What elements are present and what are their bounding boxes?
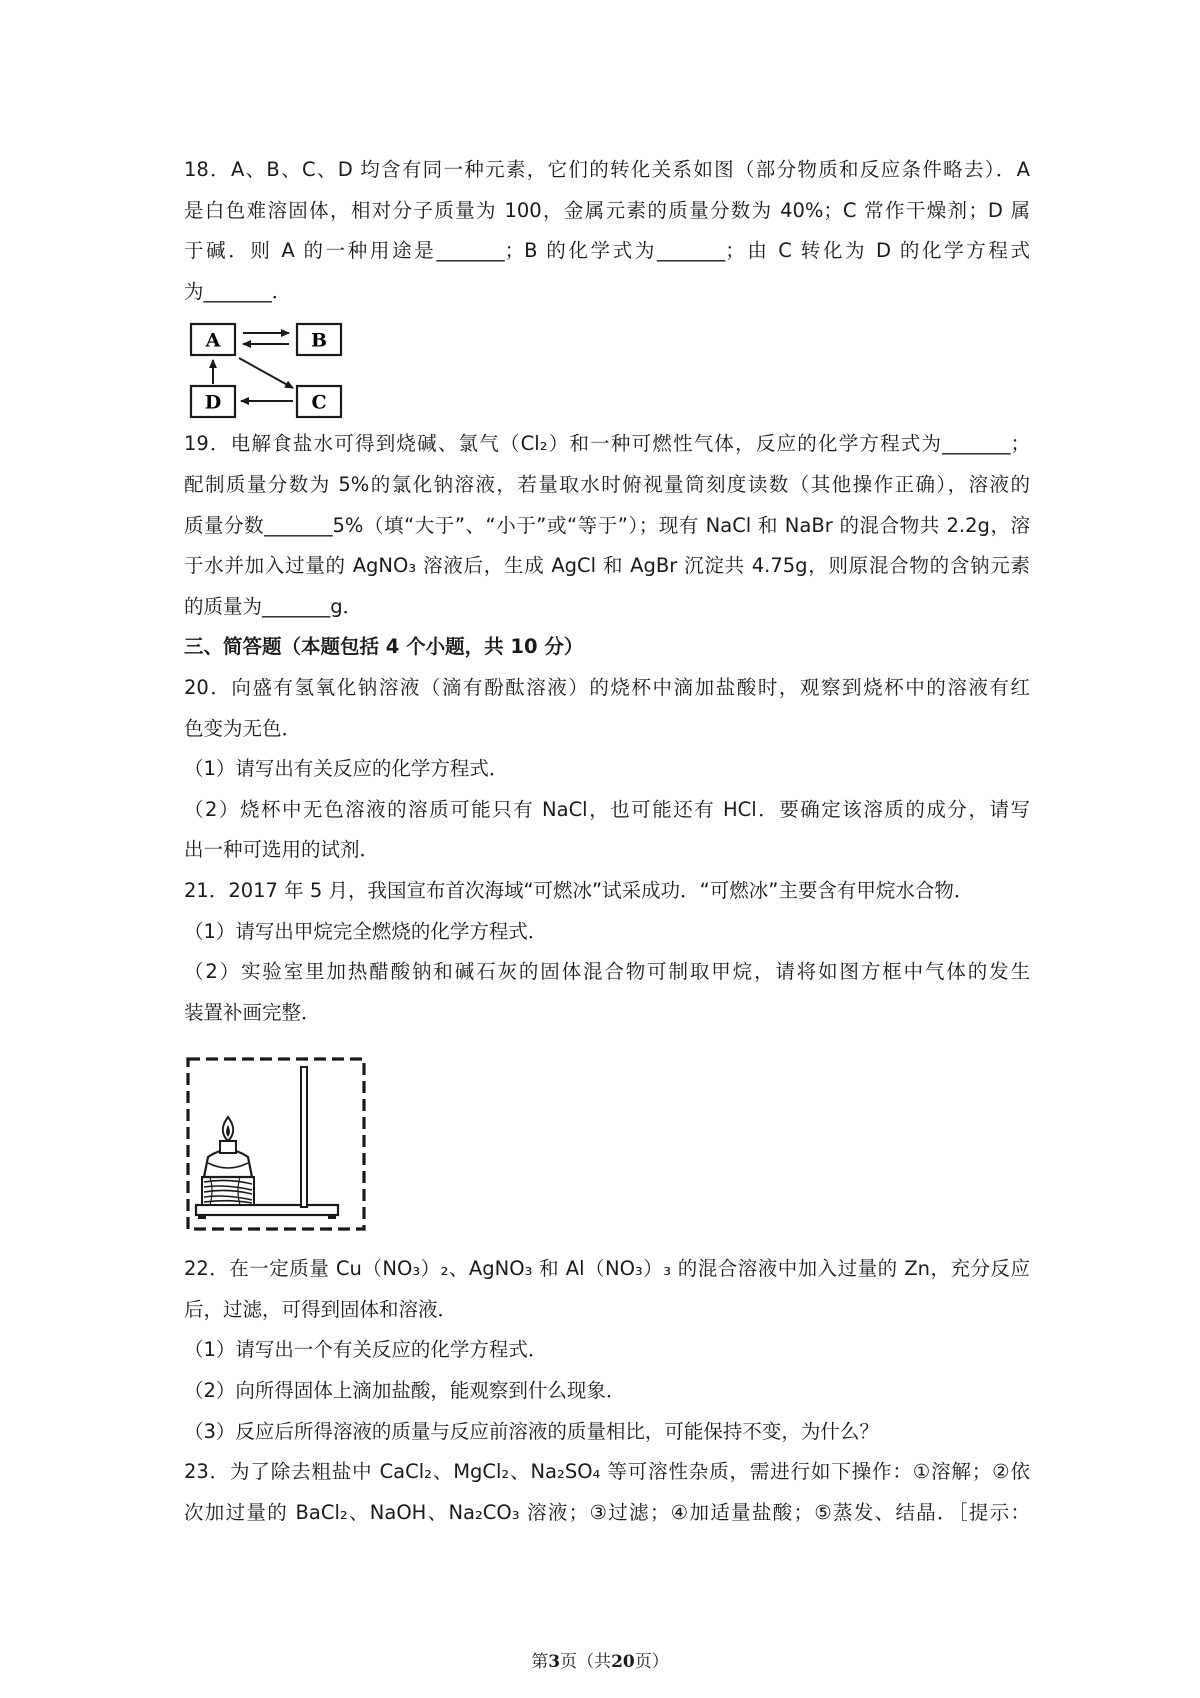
q19-line: 质量分数_______5%（填“大于”、“小于”或“等于”）；现有 NaCl 和 NaBr 的混合物共 2.2g，溶: [184, 513, 1030, 537]
question-19: [184, 424, 1030, 627]
diagram-box-d: [191, 386, 235, 417]
footer-suffix: 页）: [634, 1652, 669, 1672]
q18-line: 是白色难溶固体，相对分子质量为 100，金属元素的质量分数为 40%；C 常作干燥剂；D 属: [184, 198, 1030, 222]
diagram-label-b: B: [310, 329, 328, 352]
arrow-a-to-c: [239, 358, 293, 388]
q18-line: 为_______．: [184, 279, 292, 303]
diagram-box-c: [297, 386, 341, 417]
q20-line: 色变为无色．: [184, 716, 302, 740]
question-22: [184, 1249, 1030, 1452]
q18-line: 于碱．则 A 的一种用途是_______；B 的化学式为_______；由 C 转化为 D 的化学方程式: [184, 239, 1030, 263]
q23-line: 次加过量的 BaCl₂、NaOH、Na₂CO₃ 溶液；③过滤；④加适量盐酸；⑤蒸发、结晶．［提示：: [184, 1500, 1030, 1524]
q20-line: 出一种可选用的试剂．: [184, 838, 380, 862]
q19-line: 19．电解食盐水可得到烧碱、氯气（Cl₂）和一种可燃性气体，反应的化学方程式为_______；: [184, 432, 1030, 456]
q23-line: 23．为了除去粗盐中 CaCl₂、MgCl₂、Na₂SO₄ 等可溶性杂质，需进行如下操作：①溶解；②依: [184, 1460, 1030, 1484]
diagram-box-a: [191, 324, 235, 355]
question-23: [184, 1452, 1030, 1533]
diagram-box-b: [297, 324, 341, 355]
page-footer: [0, 1651, 1200, 1673]
q19-line: 配制质量分数为 5%的氯化钠溶液，若量取水时俯视量筒刻度读数（其他操作正确），溶液的: [184, 472, 1030, 496]
section-3-heading: 三、简答题（本题包括 4 个小题，共 10 分）: [184, 635, 584, 659]
page-content: [184, 150, 1030, 1533]
q19-line: 于水并加入过量的 AgNO₃ 溶液后，生成 AgCl 和 AgBr 沉淀共 4.75g，则原混合物的含钠元素: [184, 554, 1030, 578]
diagram-label-a: A: [205, 329, 221, 352]
conversion-diagram: [187, 318, 347, 422]
footer-prefix: 第: [531, 1652, 549, 1672]
q22-subquestion: （2）向所得固体上滴加盐酸，能观察到什么现象．: [184, 1379, 626, 1403]
q20-subquestion: （2）烧杯中无色溶液的溶质可能只有 NaCl，也可能还有 HCl．要确定该溶质的成分，请写: [184, 797, 1030, 821]
q21-subquestion: （2）实验室里加热醋酸钠和碱石灰的固体混合物可制取甲烷，请将如图方框中气体的发生: [184, 960, 1030, 984]
q22-line: 后，过滤，可得到固体和溶液．: [184, 1297, 458, 1321]
alcohol-lamp-icon: [204, 1117, 252, 1177]
question-21: [184, 871, 1030, 1233]
footer-middle: 页（共: [560, 1652, 612, 1672]
q20-line: 20．向盛有氢氧化钠溶液（滴有酚酞溶液）的烧杯中滴加盐酸时，观察到烧杯中的溶液有红: [184, 675, 1030, 699]
question-20: [184, 668, 1030, 871]
diagram-label-c: C: [311, 391, 327, 414]
q21-subquestion: （1）请写出甲烷完全燃烧的化学方程式．: [184, 919, 548, 943]
wooden-block-icon: [202, 1177, 254, 1205]
q19-line: 的质量为_______g．: [184, 594, 363, 618]
q21-line: 装置补画完整．: [184, 1000, 321, 1024]
footer-total-pages: 20: [611, 1652, 635, 1672]
diagram-label-d: D: [204, 391, 222, 414]
q22-line: 22．在一定质量 Cu（NO₃）₂、AgNO₃ 和 Al（NO₃）₃ 的混合溶液中加入过量的 Zn，充分反应: [184, 1257, 1030, 1281]
gas-generation-apparatus-figure: [184, 1055, 368, 1233]
q22-subquestion: （1）请写出一个有关反应的化学方程式．: [184, 1338, 548, 1362]
question-18: [184, 150, 1030, 422]
q21-line: 21．2017 年 5 月，我国宣布首次海域“可燃冰”试采成功．“可燃冰”主要含有甲烷水合物．: [184, 878, 974, 902]
q18-line: 18．A、B、C、D 均含有同一种元素，它们的转化关系如图（部分物质和反应条件略去）．A: [184, 158, 1030, 181]
footer-page-number: 3: [548, 1652, 561, 1672]
q20-subquestion: （1）请写出有关反应的化学方程式．: [184, 757, 509, 781]
q22-subquestion: （3）反应后所得溶液的质量与反应前溶液的质量相比，可能保持不变，为什么？: [184, 1419, 879, 1443]
